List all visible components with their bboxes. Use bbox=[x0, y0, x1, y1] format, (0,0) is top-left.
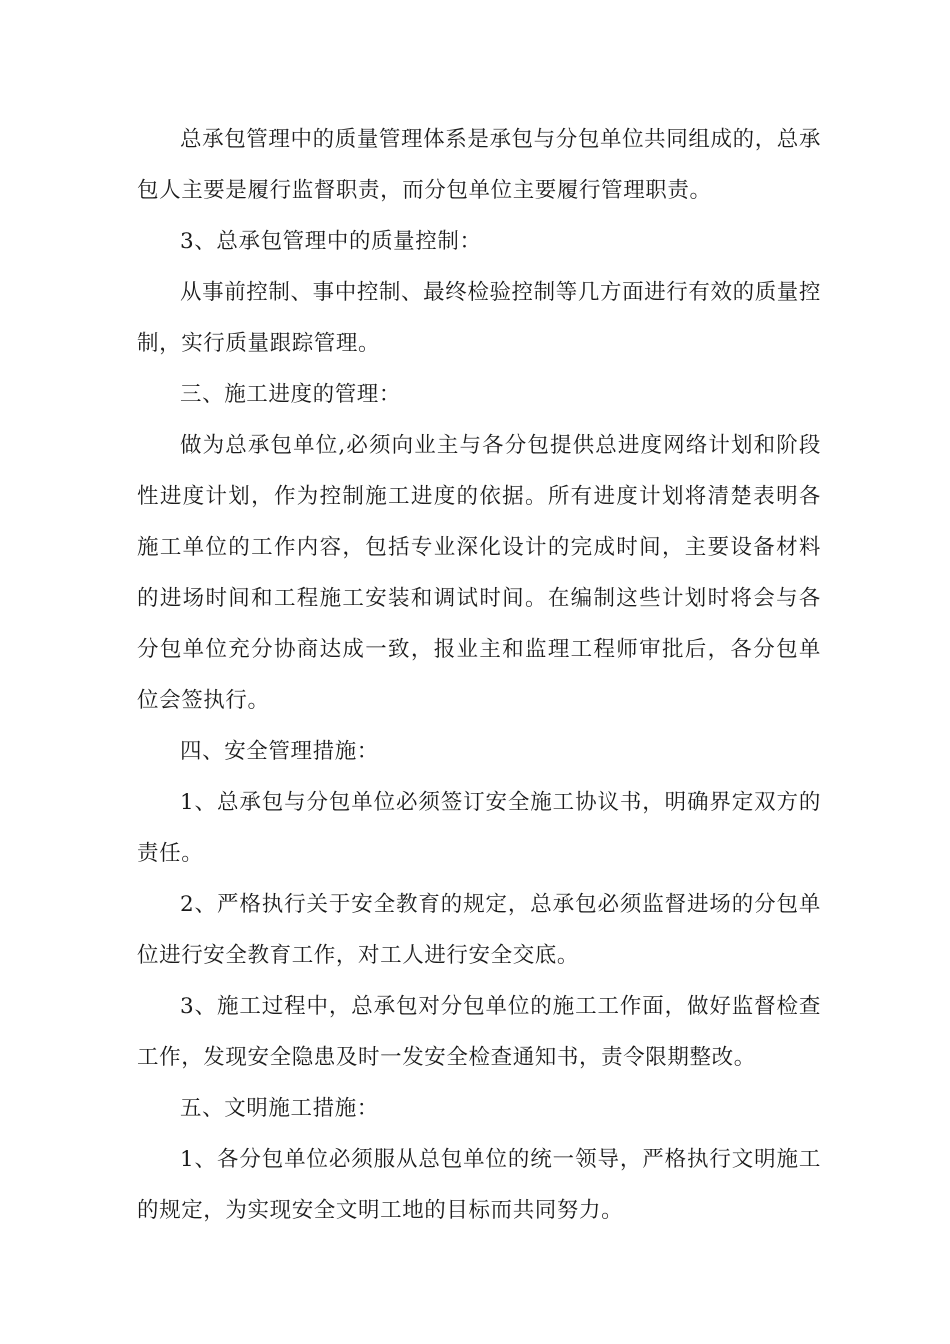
document-body bbox=[137, 114, 821, 1236]
heading-schedule-management: 三、施工进度的管理： bbox=[180, 382, 402, 407]
paragraph-safety-item-3: 3、施工过程中，总承包对分包单位的施工工作面，做好监督检查工作，发现安全隐患及时一发安全检查通知书，责令限期整改。 bbox=[137, 994, 821, 1070]
heading-safety-measures: 四、安全管理措施： bbox=[180, 739, 379, 764]
paragraph-quality-system: 总承包管理中的质量管理体系是承包与分包单位共同组成的，总承包人主要是履行监督职责，而分包单位主要履行管理职责。 bbox=[137, 127, 821, 203]
paragraph-quality-control: 从事前控制、事中控制、最终检验控制等几方面进行有效的质量控制，实行质量跟踪管理。 bbox=[137, 280, 821, 356]
heading-quality-control: 3、总承包管理中的质量控制： bbox=[180, 229, 482, 254]
paragraph-safety-item-1: 1、总承包与分包单位必须签订安全施工协议书，明确界定双方的责任。 bbox=[137, 790, 821, 866]
paragraph-civilized-item-1: 1、各分包单位必须服从总包单位的统一领导，严格执行文明施工的规定，为实现安全文明工地的目标而共同努力。 bbox=[137, 1147, 821, 1223]
paragraph-safety-item-2: 2、严格执行关于安全教育的规定，总承包必须监督进场的分包单位进行安全教育工作，对工人进行安全交底。 bbox=[137, 892, 821, 968]
heading-civilized-construction: 五、文明施工措施： bbox=[180, 1096, 379, 1121]
paragraph-schedule-management: 做为总承包单位,必须向业主与各分包提供总进度网络计划和阶段性进度计划，作为控制施工进度的依据。所有进度计划将清楚表明各施工单位的工作内容，包括专业深化设计的完成时间，主要设备材料的进场时间和工程施工安装和调试时间。在编制这些计划时将会与各分包单位充分协商达成一致，报业主和监理工程师审批后，各分包单位会签执行。 bbox=[137, 433, 821, 713]
